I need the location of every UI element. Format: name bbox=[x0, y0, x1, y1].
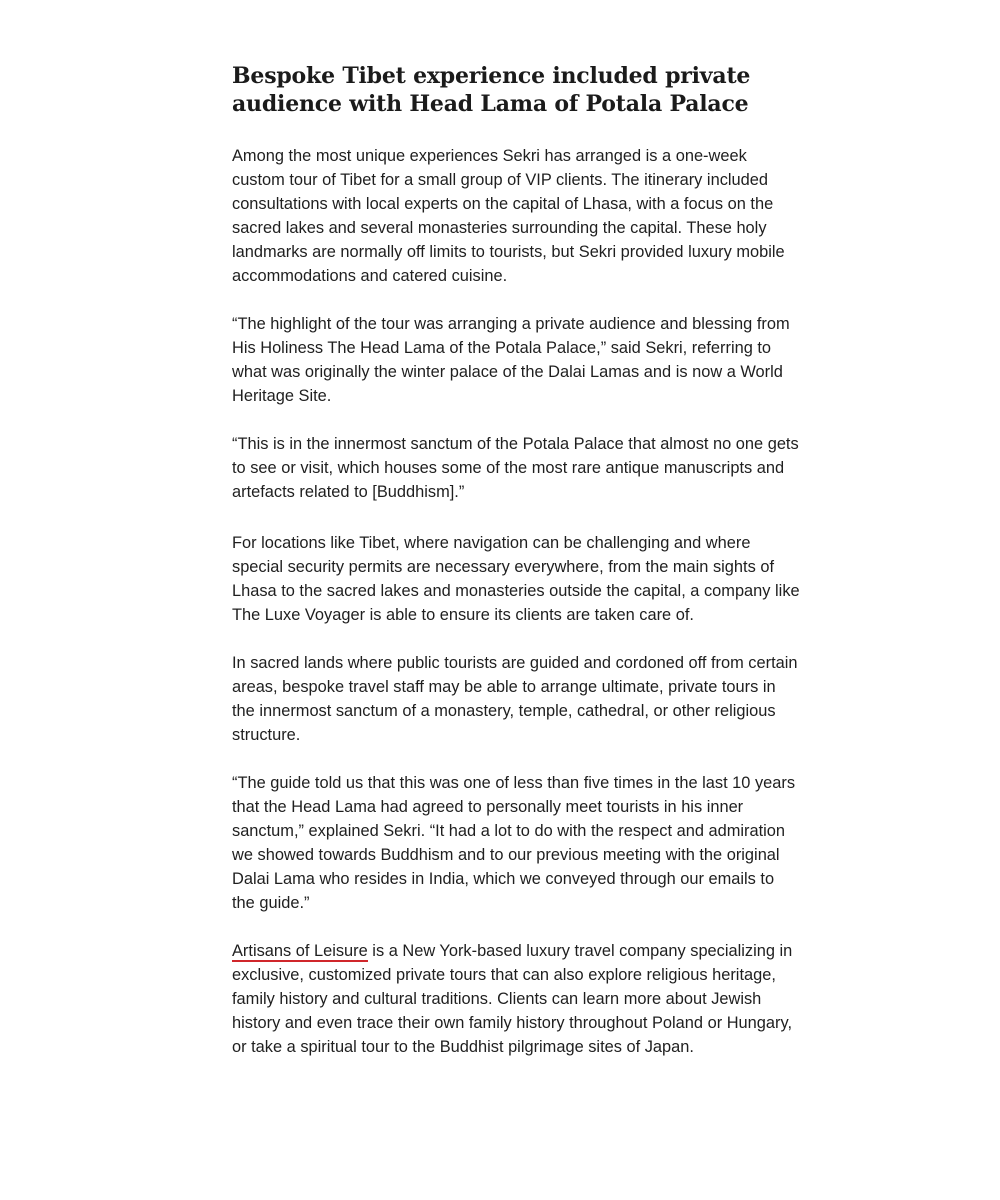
article-paragraph: “The guide told us that this was one of less than five times in the last 10 years that the Head Lama had agreed to personally meet tourists in his inner sanctum,” explained Sekri. “It had a lot to do with the respect and admiration we showed towards Buddhism and to our previous meeting with the original Dalai Lama who resides in India, which we conveyed through our emails to the guide.” bbox=[232, 774, 796, 912]
article-paragraph: “This is in the innermost sanctum of the Potala Palace that almost no one gets to see or visit, which houses some of the most rare antique manuscripts and artefacts related to [Buddhism].” bbox=[232, 435, 799, 501]
article-paragraph-last-text: is a New York-based luxury travel company specializing in exclusive, customized private tours that can also explore religious heritage, family history and cultural traditions. Clients can learn more about Jewish history and even trace their own family history throughout Poland or Hungary, or take a spiritual tour to the Buddhist pilgrimage sites of Japan. bbox=[232, 942, 793, 1056]
article bbox=[232, 62, 800, 1083]
article-paragraph: “The highlight of the tour was arranging a private audience and blessing from His Holiness The Head Lama of the Potala Palace,” said Sekri, referring to what was originally the winter palace of the Dalai Lamas and is now a World Heritage Site. bbox=[232, 315, 790, 405]
article-paragraph: For locations like Tibet, where navigation can be challenging and where special security permits are necessary everywhere, from the main sights of Lhasa to the sacred lakes and monasteries outside the capital, a company like The Luxe Voyager is able to ensure its clients are taken care of. bbox=[232, 534, 800, 624]
article-paragraph-last bbox=[232, 939, 800, 1059]
article-headline: Bespoke Tibet experience included private audience with Head Lama of Potala Palace bbox=[232, 63, 751, 117]
artisans-of-leisure-link[interactable]: Artisans of Leisure bbox=[232, 942, 368, 960]
article-paragraph: Among the most unique experiences Sekri has arranged is a one-week custom tour of Tibet for a small group of VIP clients. The itinerary included consultations with local experts on the capital of Lhasa, with a focus on the sacred lakes and several monasteries surrounding the capital. These holy landmarks are normally off limits to tourists, but Sekri provided luxury mobile accommodations and catered cuisine. bbox=[232, 147, 785, 285]
article-paragraph: In sacred lands where public tourists are guided and cordoned off from certain areas, bespoke travel staff may be able to arrange ultimate, private tours in the innermost sanctum of a monastery, temple, cathedral, or other religious structure. bbox=[232, 654, 798, 744]
